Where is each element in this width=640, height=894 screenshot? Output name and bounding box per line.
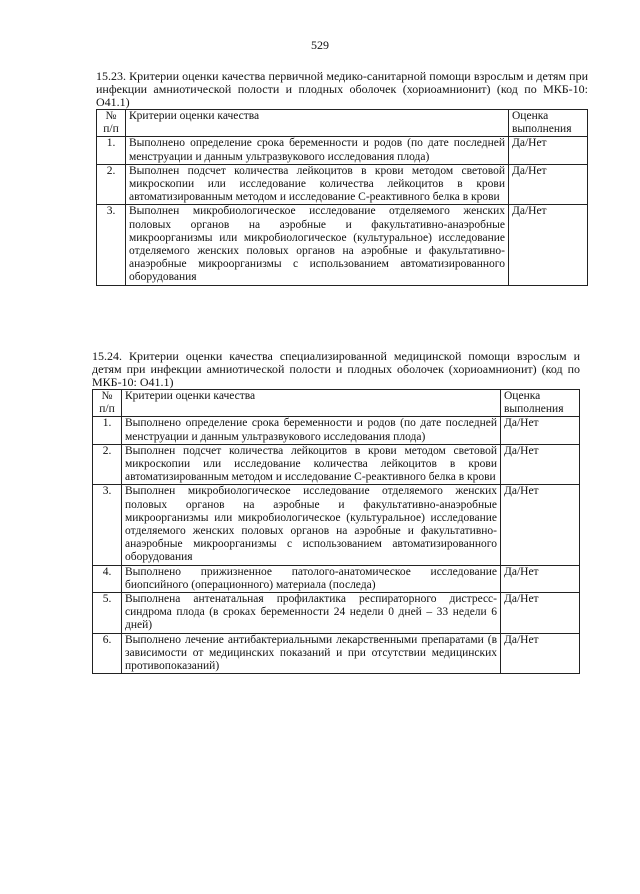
- row-result: Да/Нет: [501, 444, 580, 485]
- row-number: 3.: [93, 485, 122, 565]
- row-criterion: Выполнено определение срока беременности и родов (по дате последней менструации и данным ультразвукового исследования плода): [126, 137, 509, 164]
- table-header-row: [97, 110, 588, 137]
- row-number: 4.: [93, 565, 122, 592]
- row-result: Да/Нет: [501, 565, 580, 592]
- row-result: Да/Нет: [501, 633, 580, 674]
- row-result: Да/Нет: [501, 485, 580, 565]
- section-heading: 15.23. Критерии оценки качества первичной медико-санитарной помощи взрослым и детям при инфекции амниотической полости и плодных оболочек (хориоамнионит) (код по МКБ-10: O41.1): [96, 69, 588, 109]
- row-criterion: Выполнен подсчет количества лейкоцитов в крови методом световой микроскопии или исследование количества лейкоцитов в крови автоматизированным методом и исследование С-реактивного белка в крови: [122, 444, 501, 485]
- table-row: [93, 444, 580, 485]
- table-row: [93, 485, 580, 565]
- row-criterion: Выполнен подсчет количества лейкоцитов в крови методом световой микроскопии или исследование количества лейкоцитов в крови автоматизированным методом и исследование С-реактивного белка в крови: [126, 164, 509, 205]
- table-row: [97, 205, 588, 285]
- table-row: [93, 593, 580, 634]
- row-criterion: Выполнено прижизненное патолого-анатомическое исследование биопсийного (операционного) материала (последа): [122, 565, 501, 592]
- header-result: Оценка выполнения: [509, 110, 588, 137]
- row-result: Да/Нет: [509, 205, 588, 285]
- row-number: 5.: [93, 593, 122, 634]
- header-result: Оценка выполнения: [501, 390, 580, 417]
- row-number: 3.: [97, 205, 126, 285]
- header-number: № п/п: [97, 110, 126, 137]
- row-number: 2.: [97, 164, 126, 205]
- table-row: [93, 565, 580, 592]
- page-number: 529: [311, 38, 329, 52]
- table-header-row: [93, 390, 580, 417]
- table-row: [97, 137, 588, 164]
- row-criterion: Выполнено лечение антибактериальными лекарственными препаратами (в зависимости от медицинских показаний и при отсутствии медицинских противопоказаний): [122, 633, 501, 674]
- header-number: № п/п: [93, 390, 122, 417]
- table-row: [93, 633, 580, 674]
- row-result: Да/Нет: [501, 593, 580, 634]
- section-15-23: [96, 70, 588, 286]
- row-result: Да/Нет: [501, 417, 580, 444]
- row-number: 1.: [93, 417, 122, 444]
- row-result: Да/Нет: [509, 164, 588, 205]
- row-number: 6.: [93, 633, 122, 674]
- row-number: 2.: [93, 444, 122, 485]
- row-criterion: Выполнена антенатальная профилактика респираторного дистресс-синдрома плода (в сроках беременности 24 недели 0 дней – 33 недели 6 дней): [122, 593, 501, 634]
- criteria-table: [96, 109, 588, 286]
- row-number: 1.: [97, 137, 126, 164]
- section-15-24: [92, 350, 580, 674]
- header-criterion: Критерии оценки качества: [126, 110, 509, 137]
- table-row: [97, 164, 588, 205]
- section-heading: 15.24. Критерии оценки качества специализированной медицинской помощи взрослым и детям при инфекции амниотической полости и плодных оболочек (хориоамнионит) (код по МКБ-10: O41.1): [92, 349, 580, 389]
- row-criterion: Выполнено определение срока беременности и родов (по дате последней менструации и данным ультразвукового исследования плода): [122, 417, 501, 444]
- row-criterion: Выполнен микробиологическое исследование отделяемого женских половых органов на аэробные и факультативно-анаэробные микроорганизмы или микробиологическое (культуральное) исследование отделяемого женских половых органов на аэробные и факультативно-анаэробные микроорганизмы с использованием автоматизированного оборудования: [122, 485, 501, 565]
- row-result: Да/Нет: [509, 137, 588, 164]
- table-row: [93, 417, 580, 444]
- header-criterion: Критерии оценки качества: [122, 390, 501, 417]
- row-criterion: Выполнен микробиологическое исследование отделяемого женских половых органов на аэробные и факультативно-анаэробные микроорганизмы или микробиологическое (культуральное) исследование отделяемого женских половых органов на аэробные и факультативно-анаэробные микроорганизмы с использованием автоматизированного оборудования: [126, 205, 509, 285]
- criteria-table: [92, 389, 580, 674]
